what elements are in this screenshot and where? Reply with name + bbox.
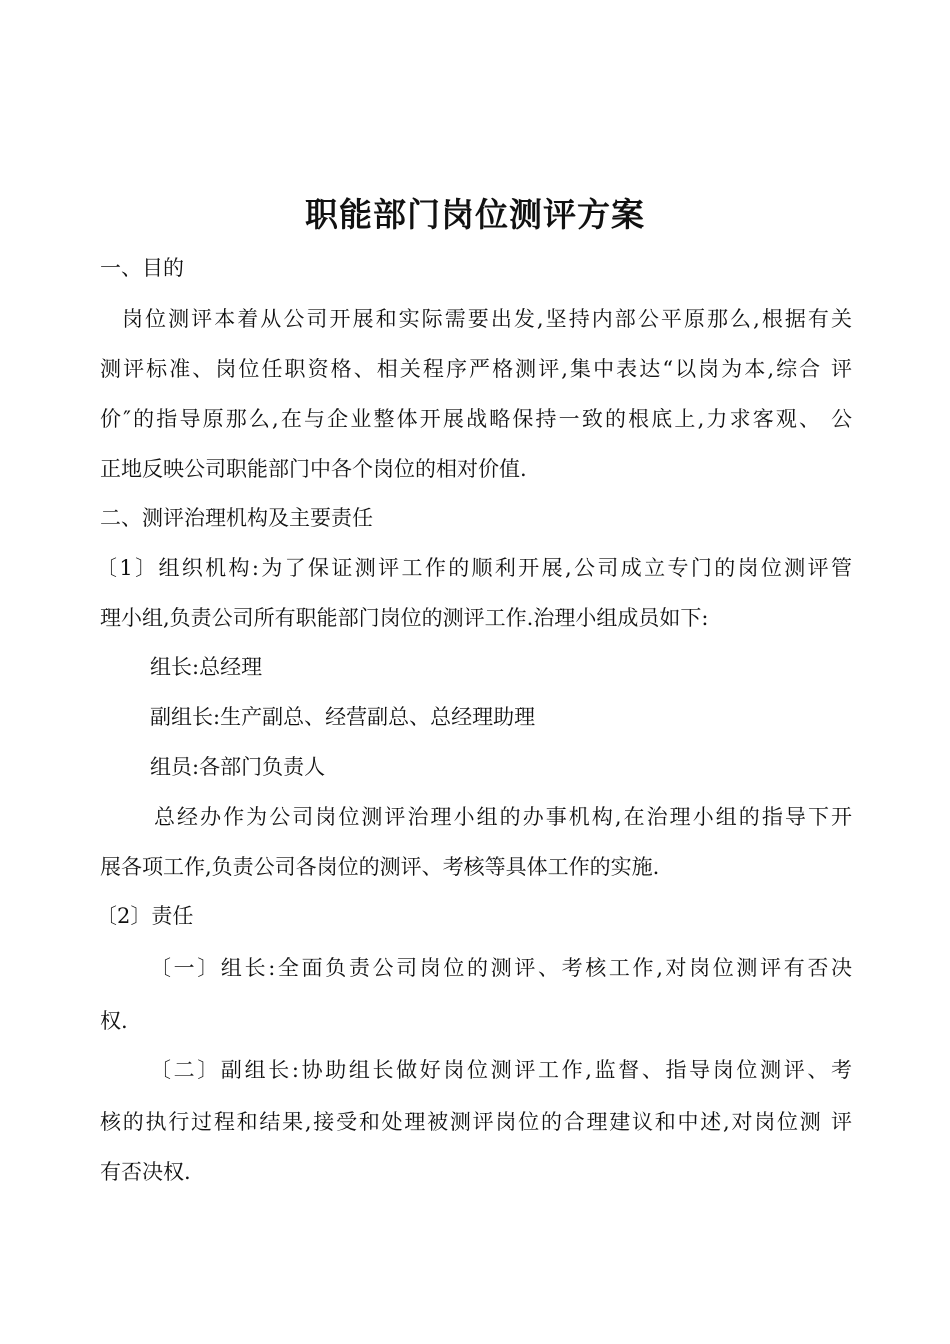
duty-leader-line-1: 〔一〕组长:全面负责公司岗位的测评、考核工作,对岗位测评有否决	[150, 956, 852, 980]
purpose-line-2: 测评标准、岗位任职资格、相关程序严格测评,集中表达“以岗为本,综合 评	[100, 357, 852, 381]
purpose-line-1: 岗位测评本着从公司开展和实际需要出发,坚持内部公平原那么,根据有关	[122, 307, 852, 331]
purpose-line-4: 正地反映公司职能部门中各个岗位的相对价值.	[100, 457, 527, 481]
duty-deputy-line-2: 核的执行过程和结果,接受和处理被测评岗位的合理建议和中述,对岗位测 评	[100, 1110, 852, 1134]
document-title: 职能部门岗位测评方案	[305, 195, 645, 234]
duty-leader-line-2: 权.	[100, 1009, 128, 1033]
purpose-line-3: 价″的指导原那么,在与企业整体开展战略保持一致的根底上,力求客观、 公	[100, 407, 852, 431]
member-staff: 组员:各部门负责人	[150, 755, 326, 779]
office-line-2: 展各项工作,负责公司各岗位的测评、考核等具体工作的实施.	[100, 855, 660, 879]
member-deputy: 副组长:生产副总、经营副总、总经理助理	[150, 705, 536, 729]
org-line-2: 理小组,负责公司所有职能部门岗位的测评工作.治理小组成员如下:	[100, 606, 709, 630]
section-heading-organization: 二、测评治理机构及主要责任	[100, 506, 373, 530]
section-heading-purpose: 一、目的	[100, 256, 184, 280]
duty-deputy-line-3: 有否决权.	[100, 1160, 191, 1184]
office-line-1: 总经办作为公司岗位测评治理小组的办事机构,在治理小组的指导下开	[154, 805, 852, 829]
member-leader: 组长:总经理	[150, 655, 263, 679]
org-line-1: 〔1〕组织机构:为了保证测评工作的顺利开展,公司成立专门的岗位测评管	[96, 556, 852, 580]
duty-heading: 〔2〕责任	[96, 904, 194, 928]
duty-deputy-line-1: 〔二〕副组长:协助组长做好岗位测评工作,监督、指导岗位测评、考	[150, 1058, 852, 1082]
